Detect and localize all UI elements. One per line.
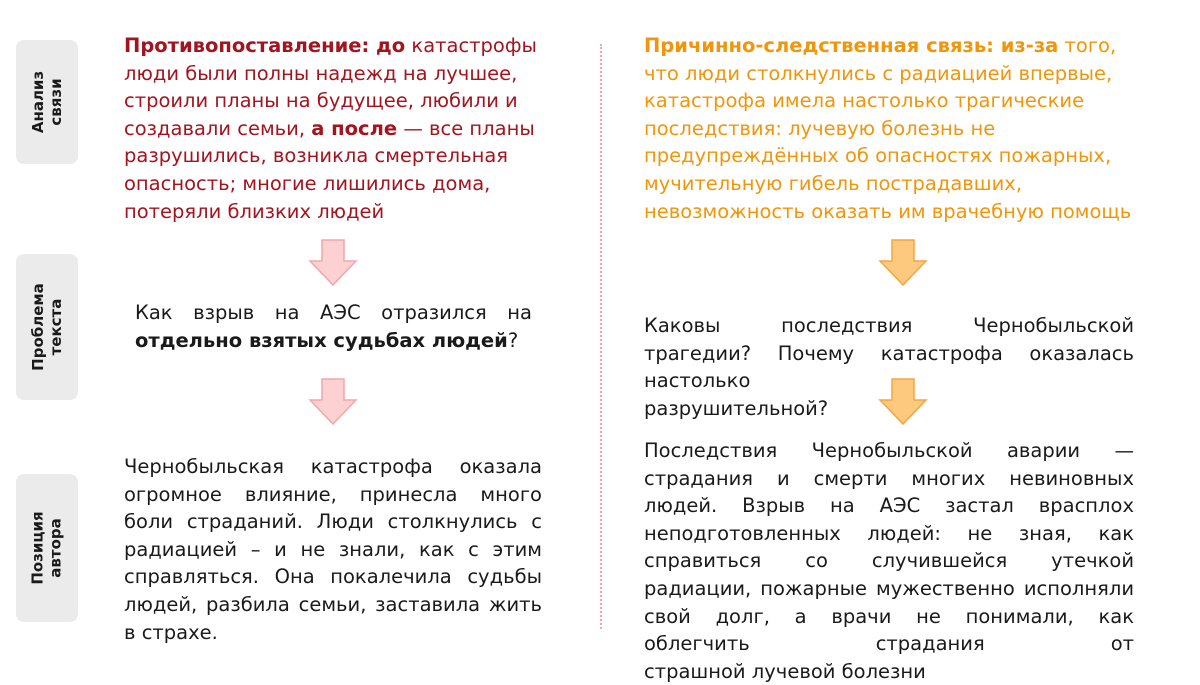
- left-analysis-text: [124, 32, 544, 225]
- left-problem-end: ?: [507, 328, 519, 352]
- right-problem-last: разрушительной?: [644, 396, 829, 420]
- left-position-text: [124, 453, 542, 646]
- right-position-body: Последствия Чернобыльской аварии — страдания и смерти многих невиновных людей. Взрыв на АЭС застал врасплох неподготовленных людей: не зная, как справиться со случившейся утечкой радиации, пожарные мужественно исполняли свой долг, а врачи не понимали, как облегчить страдания от: [644, 439, 1134, 656]
- side-label-problem: Проблема текста: [29, 283, 65, 371]
- side-tab-analysis: [16, 40, 78, 164]
- right-position-last: страшной лучевой болезни: [644, 659, 926, 683]
- left-problem-bold: отдельно взятых судьбах людей: [135, 328, 508, 352]
- left-problem-text: [135, 299, 532, 354]
- left-analysis-bold2: а после: [311, 116, 398, 140]
- left-analysis-part2: — все планы разрушились, возникла смертельная опасность; многие лишились дома, потеряли близких людей: [124, 116, 535, 223]
- left-arrow-2-icon: [308, 378, 358, 426]
- left-problem-line1: Как взрыв на АЭС отразился на: [135, 301, 532, 324]
- column-divider: [600, 44, 602, 629]
- left-position-last: в страхе.: [124, 620, 218, 644]
- right-arrow-1-icon: [878, 239, 928, 287]
- right-problem-body: Каковы последствия Чернобыльской трагедии? Почему катастрофа оказалась настолько: [644, 314, 1134, 393]
- side-label-analysis: Анализ связи: [29, 70, 65, 134]
- right-position-text: [644, 437, 1134, 685]
- left-analysis-lead: Противопоставление: до: [124, 34, 406, 57]
- right-analysis-text: [644, 32, 1154, 225]
- right-arrow-2-icon: [878, 378, 928, 426]
- left-arrow-1-icon: [308, 239, 358, 287]
- right-analysis-lead: Причинно-следственная связь: из-за: [644, 34, 1059, 57]
- side-tab-position: [16, 474, 78, 622]
- left-analysis-part1: катастрофы люди были полны надежд на лучшее, строили планы на будущее, любили и создавали семьи,: [124, 34, 537, 140]
- right-analysis-body: того, что люди столкнулись с радиацией впервые, катастрофа имела настолько трагические последствия: лучевую болезнь не предупреждённых об опасностях пожарных, мучительную гибель пострадавших, невозможность оказать им врачебную помощь: [644, 34, 1132, 223]
- side-tab-problem: [16, 254, 78, 400]
- side-label-position: Позиция автора: [29, 511, 66, 585]
- left-position-body: Чернобыльская катастрофа оказала огромное влияние, принесла много боли страданий. Люди столкнулись с радиацией – и не знали, как с этим справляться. Она покалечила судьбы людей, разбила семьи, заставила жить: [124, 455, 542, 616]
